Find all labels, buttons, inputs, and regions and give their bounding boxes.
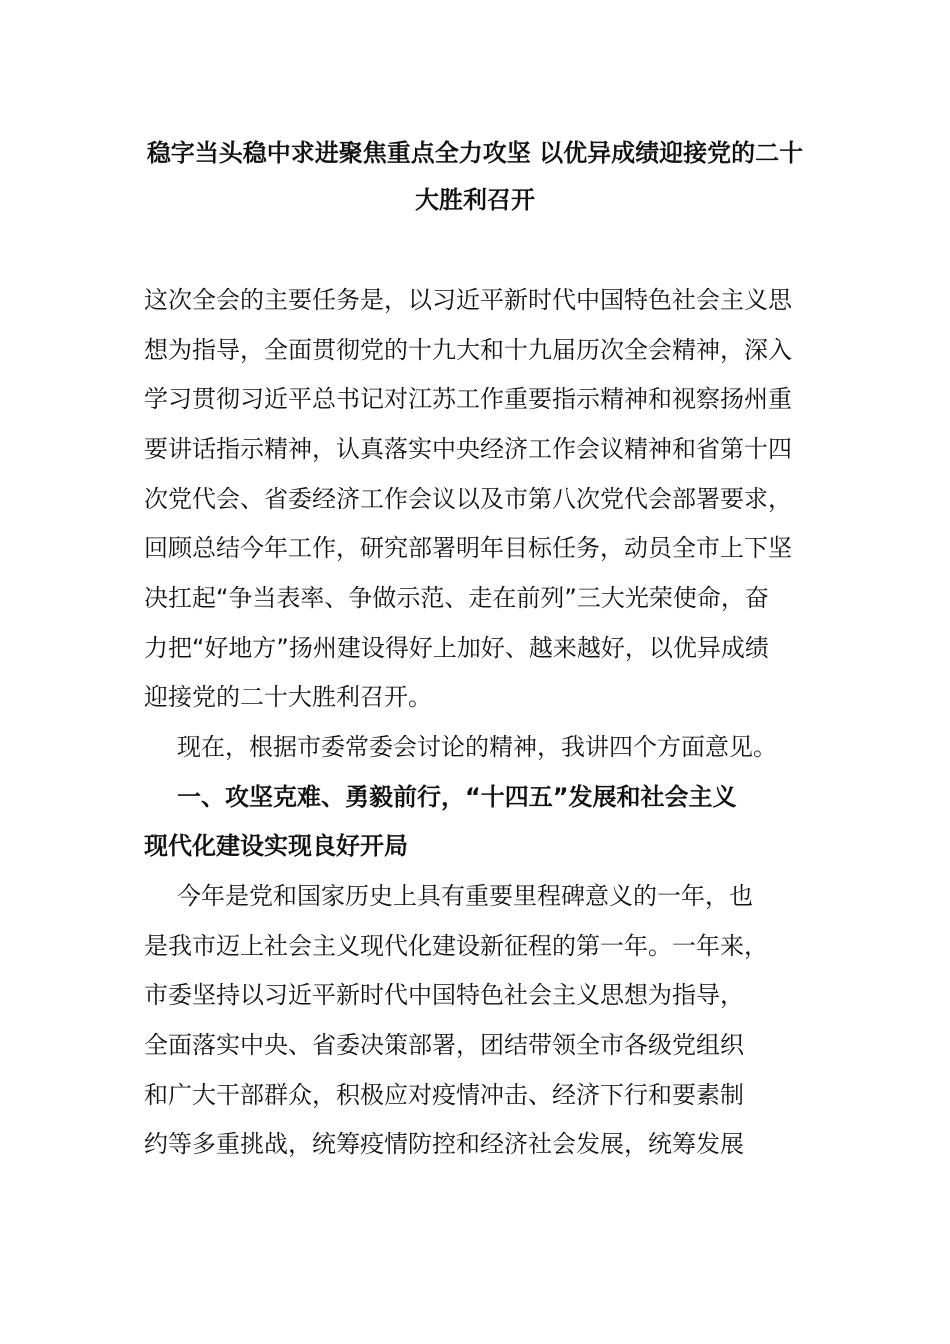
paragraph-line: 和广大干部群众，积极应对疫情冲击、经济下行和要素制 bbox=[144, 1081, 744, 1109]
paragraph-line: 这次全会的主要任务是，以习近平新时代中国特色社会主义思 bbox=[144, 286, 792, 314]
paragraph-line: 要讲话指示精神，认真落实中央经济工作会议精神和省第十四 bbox=[144, 435, 792, 463]
document-title-line-1: 稳字当头稳中求进聚焦重点全力攻坚 以优异成绩迎接党的二十 bbox=[146, 139, 804, 167]
heading-line: 现代化建设实现良好开局 bbox=[144, 832, 408, 860]
paragraph-line: 是我市迈上社会主义现代化建设新征程的第一年。一年来， bbox=[144, 932, 768, 960]
paragraph-2: 现在，根据市委常委会讨论的精神，我讲四个方面意见。 bbox=[177, 733, 777, 761]
paragraph-line: 市委坚持以习近平新时代中国特色社会主义思想为指导， bbox=[144, 981, 744, 1009]
paragraph-line: 回顾总结今年工作，研究部署明年目标任务，动员全市上下坚 bbox=[144, 534, 792, 562]
paragraph-line: 想为指导，全面贯彻党的十九大和十九届历次全会精神，深入 bbox=[144, 336, 792, 364]
heading-line: 一、攻坚克难、勇毅前行，“十四五”发展和社会主义 bbox=[177, 783, 737, 811]
paragraph-line: 今年是党和国家历史上具有重要里程碑意义的一年，也 bbox=[177, 882, 753, 910]
paragraph-line: 全面落实中央、省委决策部署，团结带领全市各级党组织 bbox=[144, 1031, 744, 1059]
paragraph-line: 决扛起“争当表率、争做示范、走在前列”三大光荣使命，奋 bbox=[144, 584, 769, 612]
paragraph-line: 力把“好地方”扬州建设得好上加好、越来越好，以优异成绩 bbox=[144, 634, 769, 662]
paragraph-line: 次党代会、省委经济工作会议以及市第八次党代会部署要求， bbox=[144, 485, 792, 513]
paragraph-line: 学习贯彻习近平总书记对江苏工作重要指示精神和视察扬州重 bbox=[144, 385, 792, 413]
paragraph-line: 约等多重挑战，统筹疫情防控和经济社会发展，统筹发展 bbox=[144, 1130, 744, 1158]
paragraph-line: 迎接党的二十大胜利召开。 bbox=[144, 683, 432, 711]
document-title-line-2: 大胜利召开 bbox=[415, 186, 535, 214]
